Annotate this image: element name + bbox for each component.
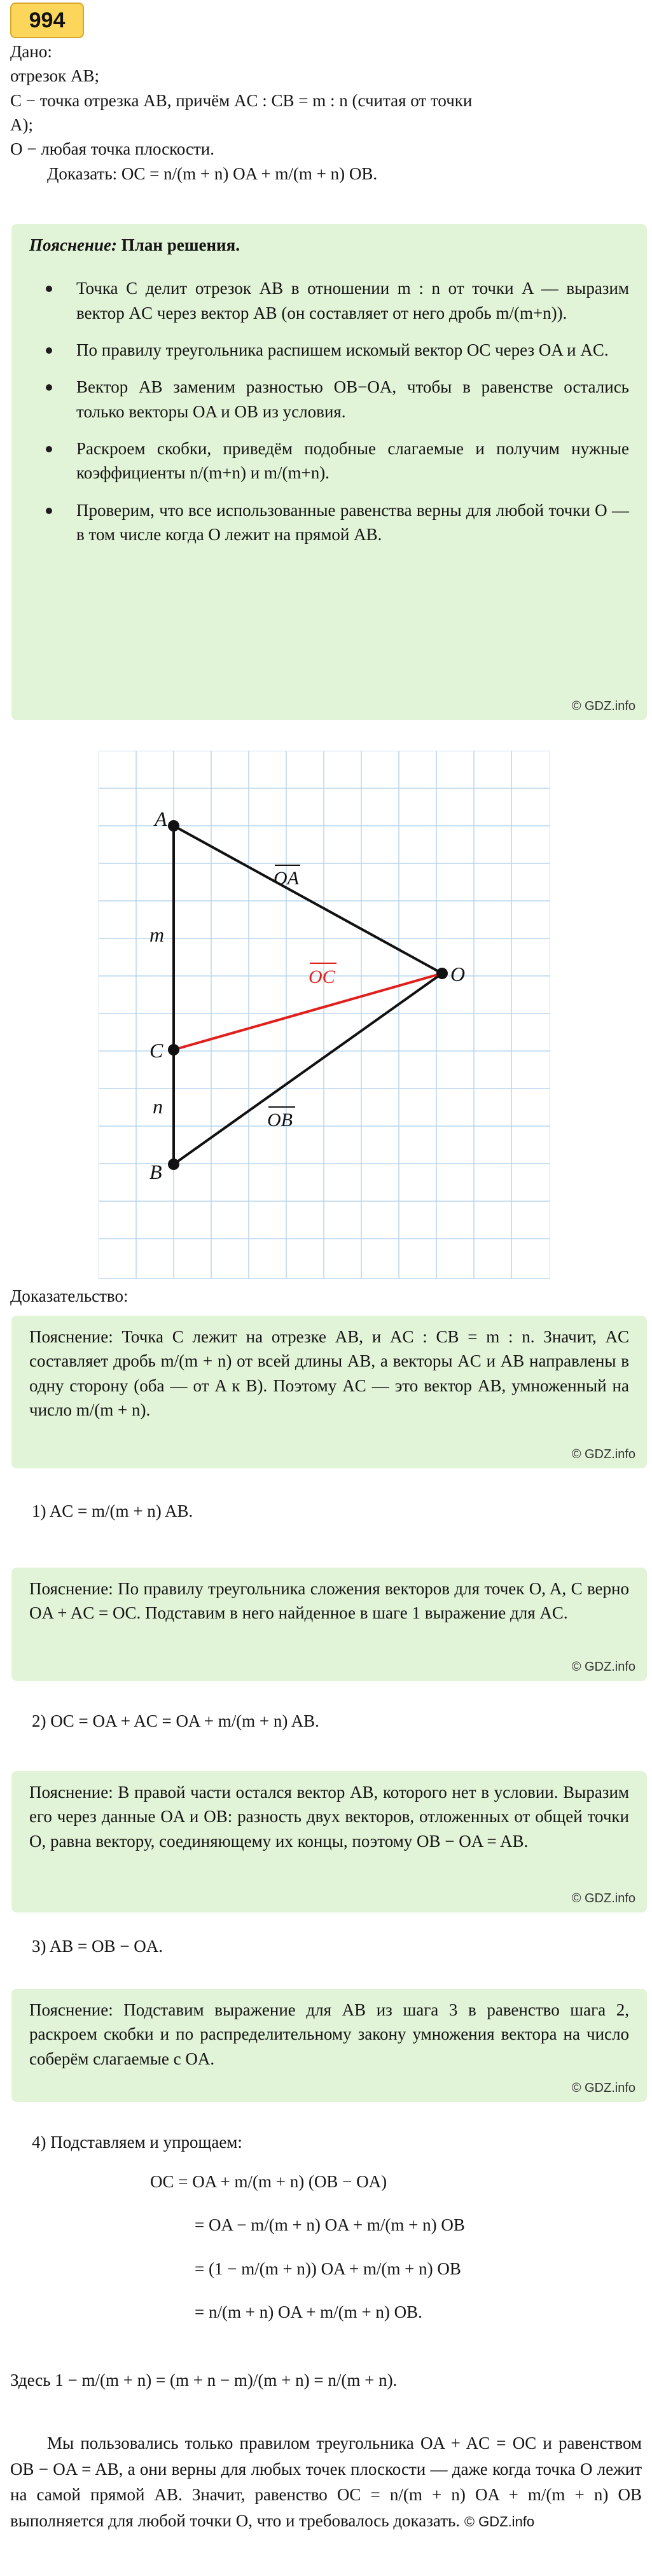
- explanation-1: [11, 1316, 647, 1468]
- watermark: © GDZ.info: [571, 699, 635, 713]
- label-a: A: [155, 807, 167, 830]
- triangle-diagram: [99, 751, 550, 1279]
- plan-title: Пояснение:: [29, 235, 117, 254]
- point-b: [168, 1159, 179, 1170]
- given-label: Дано:: [10, 42, 52, 61]
- explanation-2-text: Пояснение: По правилу треугольника сложения векторов для точек O, A, C верно OA + AC = OC. Подставим в него найденное в шаге 1 выражение для AC.: [29, 1579, 629, 1623]
- equation-line: = n/(m + n) OA + m/(m + n) OB.: [195, 2302, 422, 2322]
- explanation-4-text: Пояснение: Подставим выражение для AB из шага 3 в равенство шага 2, раскроем скобки и по распределительному закону умножения вектора на число соберём слагаемые с OA.: [29, 2000, 629, 2068]
- point-o: [436, 968, 448, 979]
- watermark: © GDZ.info: [571, 1447, 635, 1461]
- point-c: [168, 1044, 179, 1055]
- plan-box: [11, 224, 647, 720]
- conclusion-text: Мы пользовались только правилом треугольника OA + AC = OC и равенством OB − OA = AB, а они верны для любых точек плоскости — даже когда точка O лежит на самой прямой AB. Значит, равенство OC = n/(m + n) OA + m/(m + n) OB выполняется для любой точки O, что и требовалось доказать.: [10, 2433, 642, 2530]
- watermark: © GDZ.info: [571, 1659, 635, 1674]
- proof-label: Доказательство:: [10, 1286, 128, 1305]
- equation-line: = (1 − m/(m + n)) OA + m/(m + n) OB: [195, 2259, 461, 2278]
- given-line-3: A);: [10, 115, 33, 134]
- equation-line: OC = OA + m/(m + n) (OB − OA): [150, 2172, 387, 2191]
- step-2: 2) OC = OA + AC = OA + m/(m + n) AB.: [32, 1711, 319, 1730]
- given-line-1: отрезок AB;: [10, 66, 99, 86]
- prove-statement: Доказать: OC = n/(m + n) OA + m/(m + n) OB.: [47, 164, 378, 183]
- vector-oc: [174, 973, 442, 1050]
- watermark: © GDZ.info: [571, 1891, 635, 1905]
- plan-item: Точка C делит отрезок AB в отношении m : n от точки A — выразим вектор AC через вектор AB (он составляет от него дробь m/(m+n)).: [29, 276, 629, 325]
- step-4-label: 4) Подставляем и упрощаем:: [32, 2133, 242, 2152]
- here-note: Здесь 1 − m/(m + n) = (m + n − m)/(m + n) = n/(m + n).: [10, 2371, 398, 2390]
- label-c: C: [149, 1039, 163, 1062]
- watermark: © GDZ.info: [571, 2080, 635, 2095]
- watermark: © GDZ.info: [464, 2513, 535, 2530]
- segment-bo: [174, 973, 442, 1164]
- label-vector-oa: OA: [274, 868, 299, 889]
- given-line-2: C − точка отрезка AB, причём AC : CB = m : n (считая от точки: [10, 90, 473, 110]
- step-1: 1) AC = m/(m + n) AB.: [32, 1501, 193, 1521]
- given-line-4: O − любая точка плоскости.: [10, 139, 215, 159]
- plan-item: Проверим, что все использованные равенства верны для любой точки O — в том числе когда O лежит на прямой AB.: [29, 498, 629, 547]
- explanation-2: [11, 1568, 647, 1681]
- explanation-3: [11, 1771, 647, 1912]
- segment-ao: [174, 826, 442, 973]
- plan-item: По правилу треугольника распишем искомый вектор OC через OA и AC.: [29, 338, 629, 362]
- point-a: [168, 820, 179, 832]
- label-vector-oc: OC: [309, 966, 335, 987]
- explanation-3-text: Пояснение: В правой части остался вектор AB, которого нет в условии. Выразим его через данные OA и OB: разность двух векторов, отложенных от общей точки O, равна вектору, соединяющему их концы, поэтому OB − OA = AB.: [29, 1783, 629, 1851]
- plan-list: [29, 276, 629, 547]
- plan-item: Раскроем скобки, приведём подобные слагаемые и получим нужные коэффициенты n/(m+n) и m/(m+n).: [29, 436, 629, 485]
- label-m: m: [149, 923, 165, 946]
- step-4-equations: [150, 2169, 465, 2324]
- explanation-4: [11, 1989, 647, 2102]
- plan-item: Вектор AB заменим разностью OB−OA, чтобы в равенстве остались только векторы OA и OB из условия.: [29, 375, 629, 424]
- task-number-badge: 994: [10, 3, 84, 38]
- label-o: O: [450, 963, 466, 985]
- label-vector-ob: OB: [267, 1110, 293, 1131]
- label-b: B: [149, 1160, 162, 1183]
- equation-line: = OA − m/(m + n) OA + m/(m + n) OB: [195, 2215, 465, 2235]
- given-block: [10, 39, 642, 186]
- plan-subtitle: План решения.: [121, 235, 240, 254]
- explanation-1-text: Пояснение: Точка C лежит на отрезке AB, и AC : CB = m : n. Значит, AC составляет дробь m/(m + n) от всей длины AB, а векторы AC и AB направлены в одну сторону (оба — от A к B). Поэтому AC — это вектор AB, умноженный на число m/(m + n).: [29, 1327, 629, 1419]
- label-n: n: [153, 1095, 163, 1118]
- conclusion: [10, 2430, 642, 2533]
- step-3: 3) AB = OB − OA.: [32, 1937, 163, 1956]
